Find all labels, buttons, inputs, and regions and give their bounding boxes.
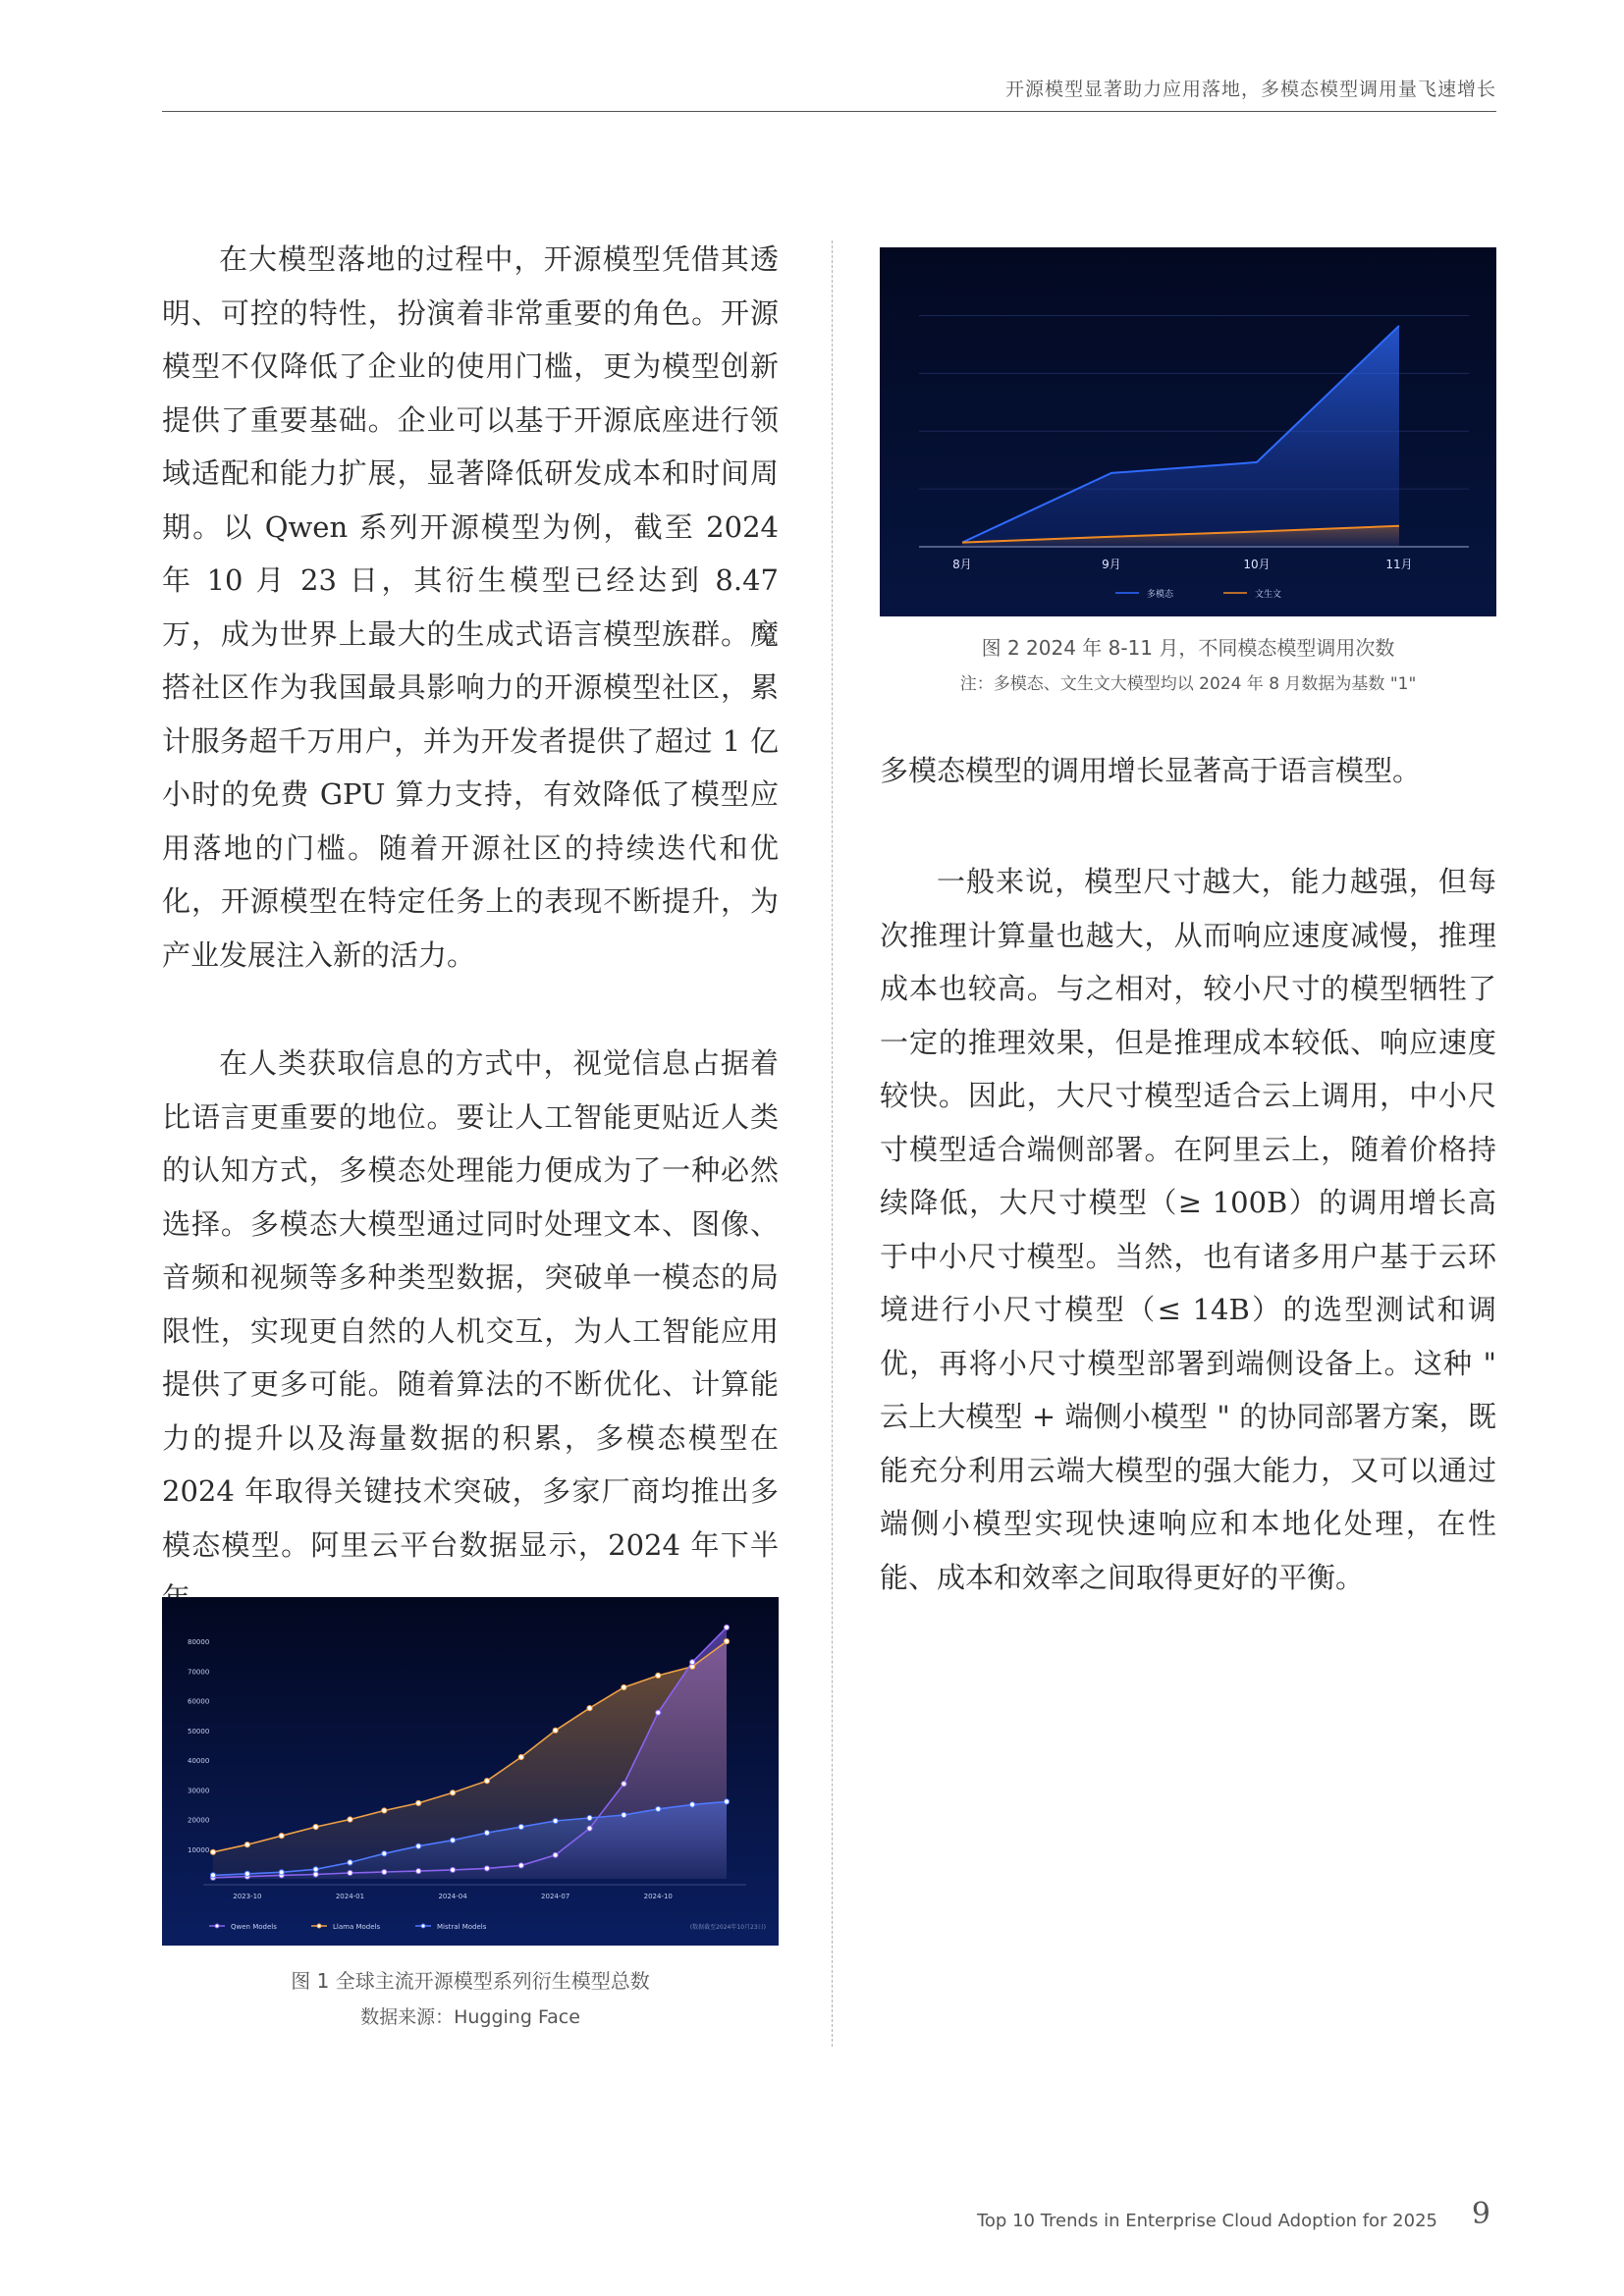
header-rule <box>162 111 1496 112</box>
llama-point <box>553 1728 558 1733</box>
mistral-point <box>416 1843 421 1848</box>
x-tick-label: 9月 <box>1102 558 1121 571</box>
mistral-point <box>279 1870 284 1875</box>
llama-point <box>656 1673 661 1678</box>
mistral-point <box>210 1873 215 1878</box>
llama-point <box>622 1684 626 1689</box>
figure-2-caption: 图 2 2024 年 8-11 月，不同模态模型调用次数 <box>981 636 1395 660</box>
figure-2-note: 注：多模态、文生文大模型均以 2024 年 8 月数据为基数 "1" <box>959 674 1417 694</box>
llama-legend-marker <box>317 1924 321 1928</box>
mistral-point <box>690 1802 695 1807</box>
llama-point <box>450 1790 455 1795</box>
x-tick-label: 10月 <box>1243 558 1271 571</box>
page-header-title: 开源模型显著助力应用落地，多模态模型调用量飞速增长 <box>1004 79 1496 100</box>
y-tick-label: 30000 <box>188 1787 210 1795</box>
x-tick-label: 2024-01 <box>335 1893 365 1900</box>
qwen-point <box>382 1869 387 1874</box>
llama-point <box>484 1779 489 1784</box>
qwen-point <box>690 1660 695 1665</box>
x-tick-label: 2023-10 <box>233 1893 262 1900</box>
llama-point <box>416 1800 421 1805</box>
figure-2-svg <box>880 247 1496 616</box>
y-tick-label: 20000 <box>188 1816 210 1825</box>
multimodal-legend-label: 多模态 <box>1147 590 1174 600</box>
llama-point <box>587 1706 592 1711</box>
y-tick-label: 50000 <box>188 1727 210 1735</box>
qwen-point <box>518 1863 523 1868</box>
qwen-point <box>622 1782 626 1787</box>
mistral-point <box>656 1806 661 1811</box>
figure-1-svg <box>162 1597 779 1946</box>
qwen-legend-marker <box>215 1924 219 1928</box>
y-tick-label: 40000 <box>188 1757 210 1766</box>
mistral-point <box>348 1860 352 1865</box>
mistral-point <box>518 1824 523 1829</box>
llama-legend-label: Llama Models <box>333 1923 381 1931</box>
llama-point <box>382 1808 387 1813</box>
x-tick-label: 8月 <box>952 558 972 571</box>
figure-1-source: 数据来源：Hugging Face <box>360 2006 580 2028</box>
figure-1-chart <box>162 1597 779 1946</box>
chart-annotation: (数据截至2024年10月23日) <box>689 1924 766 1931</box>
llama-point <box>348 1817 352 1822</box>
mistral-point <box>622 1812 626 1817</box>
mistral-point <box>484 1831 489 1836</box>
qwen-point <box>553 1852 558 1857</box>
qwen-point <box>450 1867 455 1872</box>
x-tick-label: 11月 <box>1385 558 1413 571</box>
llama-point <box>518 1754 523 1759</box>
mistral-legend-label: Mistral Models <box>437 1923 487 1931</box>
y-tick-label: 10000 <box>188 1845 210 1854</box>
figure-1-caption: 图 1 全球主流开源模型系列衍生模型总数 <box>291 1969 650 1993</box>
x-tick-label: 2024-10 <box>643 1893 673 1900</box>
mistral-point <box>382 1851 387 1856</box>
qwen-point <box>348 1870 352 1875</box>
y-tick-label: 70000 <box>188 1668 210 1677</box>
qwen-point <box>484 1866 489 1871</box>
mistral-point <box>724 1799 729 1804</box>
column-divider <box>832 240 833 2047</box>
text2text-legend-label: 文生文 <box>1255 590 1282 600</box>
figure-2-chart <box>880 247 1496 616</box>
left-paragraph-1: 在大模型落地的过程中，开源模型凭借其透明、可控的特性，扮演着非常重要的角色。开源模型不仅降低了企业的使用门槛，更为模型创新提供了重要基础。企业可以基于开源底座进行领域适配和能力扩展，显著降低研发成本和时间周期。以 Qwen 系列开源模型为例，截至 2024 年 10 月 23 日，其衍生模型已经达到 8.47 万，成为世界上最大的生成式语言模型族群。魔搭社区作为我国最具影响力的开源模型社区，累计服务超千万用户，并为开发者提供了超过 1 亿小时的免费 GPU 算力支持，有效降低了模型应用落地的门槛。随着开源社区的持续迭代和优化，开源模型在特定任务上的表现不断提升，为产业发展注入新的活力。 <box>162 242 779 972</box>
llama-point <box>210 1849 215 1854</box>
page-number: 9 <box>1471 2197 1490 2231</box>
qwen-point <box>313 1872 318 1877</box>
llama-point <box>313 1824 318 1829</box>
left-paragraph-2: 在人类获取信息的方式中，视觉信息占据着比语言更重要的地位。要让人工智能更贴近人类的认知方式，多模态处理能力便成为了一种必然选择。多模态大模型通过同时处理文本、图像、音频和视频等多种类型数据，突破单一模态的局限性，实现更自然的人机交互，为人工智能应用提供了更多可能。随着算法的不断优化、计算能力的提升以及海量数据的积累，多模态模型在 2024 年取得关键技术突破，多家厂商均推出多模态模型。阿里云平台数据显示，2024 年下半 <box>162 1046 779 1562</box>
llama-point <box>724 1639 729 1644</box>
qwen-point <box>587 1826 592 1831</box>
mistral-point <box>553 1818 558 1823</box>
y-tick-label: 60000 <box>188 1697 210 1706</box>
x-tick-label: 2024-04 <box>438 1893 467 1900</box>
qwen-legend-label: Qwen Models <box>231 1923 277 1931</box>
footer-title: Top 10 Trends in Enterprise Cloud Adoption for 2025 <box>976 2211 1437 2231</box>
llama-point <box>279 1834 284 1839</box>
qwen-point <box>416 1869 421 1874</box>
right-paragraph-1: 多模态模型的调用增长显著高于语言模型。 <box>880 754 1422 787</box>
x-tick-label: 2024-07 <box>541 1893 570 1900</box>
llama-point <box>244 1842 249 1847</box>
mistral-point <box>244 1871 249 1876</box>
mistral-point <box>587 1815 592 1820</box>
mistral-point <box>313 1867 318 1872</box>
qwen-point <box>656 1710 661 1715</box>
mistral-point <box>450 1838 455 1842</box>
mistral-legend-marker <box>421 1924 425 1928</box>
y-tick-label: 80000 <box>188 1638 210 1647</box>
qwen-point <box>724 1625 729 1629</box>
right-paragraph-2: 一般来说，模型尺寸越大，能力越强，但每次推理计算量也越大，从而响应速度减慢，推理成本也较高。与之相对，较小尺寸的模型牺牲了一定的推理效果，但是推理成本较低、响应速度较快。因此，大尺寸模型适合云上调用，中小尺寸模型适合端侧部署。在阿里云上，随着价格持续降低，大尺寸模型（≥ 100B）的调用增长高于中小尺寸模型。当然，也有诸多用户基于云环境进行小尺寸模型（≤ 14B）的选型测试和调优，再将小尺寸模型部署到端侧设备上。这种 " 云上大模型 + 端侧小模型 " 的协同部署方案，既能充分利用云端大模型的强大能力，又可以通过端侧小模型实现快速响应和本地化处理，在性能、成本和效率之间取得更好的平衡。 <box>880 865 1496 1594</box>
